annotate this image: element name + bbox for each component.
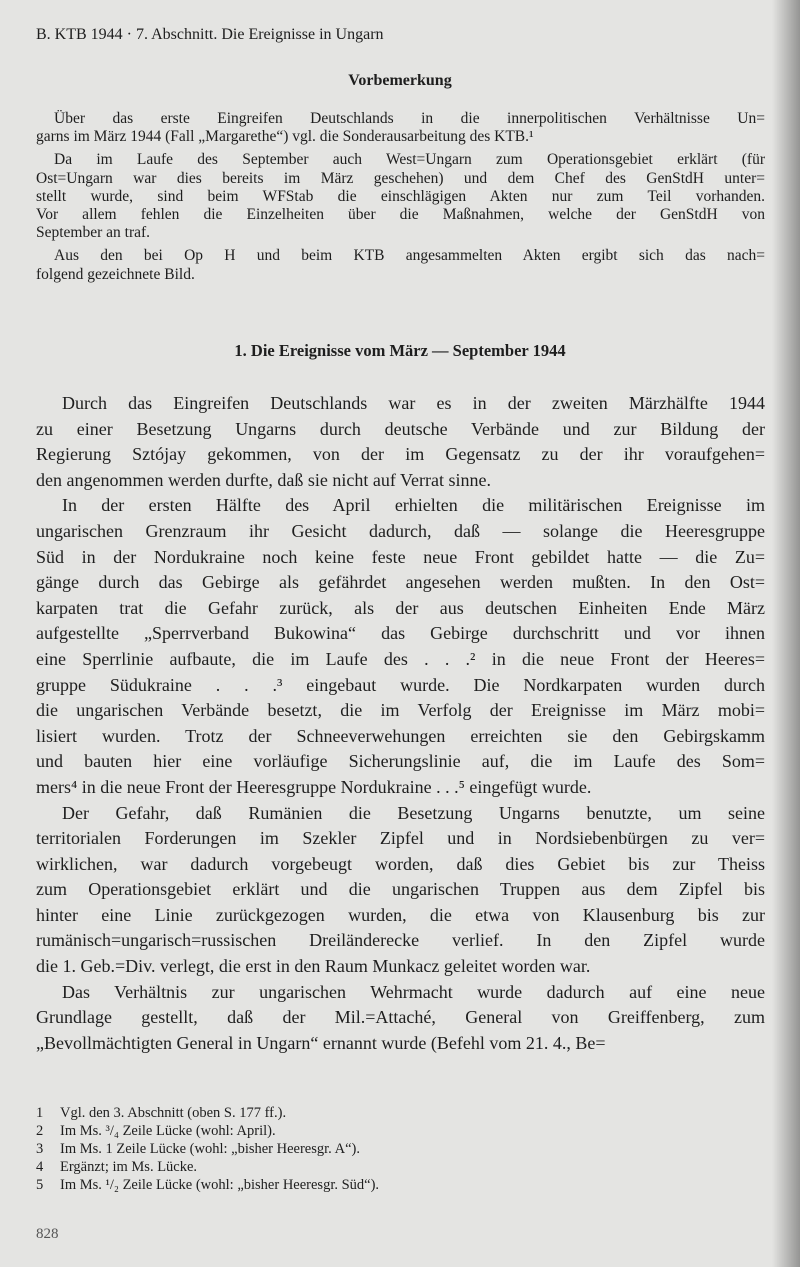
text-line: Süd in der Nordukraine noch keine feste neue Front gebildet hatte — die Zu= [36, 546, 765, 567]
text-line: territorialen Forderungen im Szekler Zipfel und in Nordsiebenbürgen zu ver= [36, 828, 765, 849]
footnote-number: 4 [36, 1159, 44, 1175]
text-line: Vor allem fehlen die Einzelheiten über die Maßnahmen, welche der GenStdH von [36, 206, 765, 224]
footnote-number: 2 [36, 1123, 44, 1139]
text-line: lisiert wurden. Trotz der Schneeverwehungen erreichten sie den Gebirgskamm [36, 725, 765, 746]
text-line: folgend gezeichnete Bild. [36, 265, 195, 283]
text-line: ungarischen Grenzraum ihr Gesicht dadurch, daß — solange die Heeresgruppe [36, 520, 765, 541]
text-line: „Bevollmächtigten General in Ungarn“ ernannt wurde (Befehl vom 21. 4., Be= [36, 1032, 606, 1053]
footnote [36, 1158, 379, 1176]
preface-title: Vorbemerkung [348, 72, 452, 89]
text-line: zum Operationsgebiet erklärt und die ungarischen Truppen aus dem Zipfel bis [36, 879, 765, 900]
text-line: die ungarischen Verbände besetzt, die im Verfolg der Ereignisse im März mobi= [36, 700, 765, 721]
text-line: Ost=Ungarn war dies bereits im März geschehen) und dem Chef des GenStdH unter= [36, 169, 765, 187]
paragraph [36, 151, 765, 242]
preface-body [36, 110, 765, 289]
text-line: Das Verhältnis zur ungarischen Wehrmacht wurde dadurch auf eine neue [62, 981, 765, 1002]
footnote-text: Im Ms. 1 Zeile Lücke (wohl: „bisher Heeresgr. A“). [60, 1141, 360, 1157]
text-line: September an traf. [36, 224, 151, 242]
footnote [36, 1176, 379, 1194]
text-line: aufgestellte „Sperrverband Bukowina“ das Gebirge durchschritt und vor ihnen [36, 623, 765, 644]
footnote-text: Ergänzt; im Ms. Lücke. [60, 1159, 198, 1175]
paragraph [36, 493, 765, 800]
footnote [36, 1140, 379, 1158]
footnote-number: 5 [36, 1177, 44, 1193]
running-head: B. KTB 1944 · 7. Abschnitt. Die Ereignisse in Ungarn [36, 26, 384, 43]
footnote [36, 1122, 379, 1140]
text-line: gruppe Südukraine . . .³ eingebaut wurde. Die Nordkarpaten wurden durch [36, 674, 765, 695]
footnote-number: 1 [36, 1105, 44, 1121]
text-line: stellt wurde, sind beim WFStab die einschlägigen Akten nur zum Teil vorhanden. [36, 187, 765, 205]
text-line: zu einer Besetzung Ungarns durch deutsche Verbände und zur Bildung der [36, 418, 765, 439]
text-line: In der ersten Hälfte des April erhielten die militärischen Ereignisse im [62, 495, 765, 516]
footnote-number: 3 [36, 1141, 44, 1157]
page-number: 828 [36, 1226, 59, 1242]
paragraph [36, 801, 765, 980]
text-line: Grundlage gestellt, daß der Mil.=Attaché, General von Greiffenberg, zum [36, 1007, 765, 1028]
footnotes [36, 1104, 379, 1194]
section-title: 1. Die Ereignisse vom März — September 1944 [234, 341, 566, 360]
text-line: Da im Laufe des September auch West=Ungarn zum Operationsgebiet erklärt (für [54, 151, 765, 169]
text-line: und bauten hier eine vorläufige Sicherungslinie auf, die im Laufe des Som= [36, 751, 765, 772]
text-line: karpaten trat die Gefahr zurück, als der aus deutschen Einheiten Ende März [36, 597, 765, 618]
text-line: Der Gefahr, daß Rumänien die Besetzung Ungarns benutzte, um seine [62, 802, 765, 823]
page-edge-shadow [772, 0, 800, 1267]
text-line: Durch das Eingreifen Deutschlands war es in der zweiten Märzhälfte 1944 [62, 393, 765, 413]
paragraph [36, 247, 765, 283]
text-line: den angenommen werden durfte, daß sie nicht auf Verrat sinne. [36, 469, 492, 490]
text-line: Regierung Sztójay gekommen, von der im Gegensatz zu der ihr voraufgehen= [36, 444, 765, 465]
text-line: garns im März 1944 (Fall „Margarethe“) vgl. die Sonderausarbeitung des KTB.¹ [36, 128, 534, 146]
paragraph [36, 391, 765, 493]
text-line: die 1. Geb.=Div. verlegt, die erst in den Raum Munkacz geleitet worden war. [36, 956, 591, 977]
text-line: mers⁴ in die neue Front der Heeresgruppe Nordukraine . . .⁵ eingefügt wurde. [36, 776, 592, 797]
paragraph [36, 980, 765, 1057]
footnote [36, 1104, 379, 1122]
text-line: Aus den bei Op H und beim KTB angesammelten Akten ergibt sich das nach= [54, 247, 765, 265]
footnote-text: Vgl. den 3. Abschnitt (oben S. 177 ff.). [60, 1105, 287, 1121]
text-line: rumänisch=ungarisch=russischen Dreiländerecke verlief. In den Zipfel wurde [36, 930, 765, 951]
footnote-text: Im Ms. ³/₄ Zeile Lücke (wohl: April). [60, 1123, 276, 1139]
section-body [36, 391, 765, 1056]
paragraph [36, 110, 765, 146]
text-line: Über das erste Eingreifen Deutschlands in die innerpolitischen Verhältnisse Un= [54, 110, 765, 127]
text-line: wirklichen, war dadurch vorgebeugt worden, daß dies Gebiet bis zur Theiss [36, 853, 765, 874]
text-line: eine Sperrlinie aufbaute, die im Laufe des . . .² in die neue Front der Heeres= [36, 648, 765, 669]
text-line: gänge durch das Gebirge als gefährdet angesehen werden mußten. In den Ost= [36, 572, 765, 593]
text-line: hinter eine Linie zurückgezogen wurden, die etwa von Klausenburg bis zur [36, 904, 765, 925]
footnote-text: Im Ms. ¹/₂ Zeile Lücke (wohl: „bisher Heeresgr. Süd“). [60, 1177, 380, 1193]
